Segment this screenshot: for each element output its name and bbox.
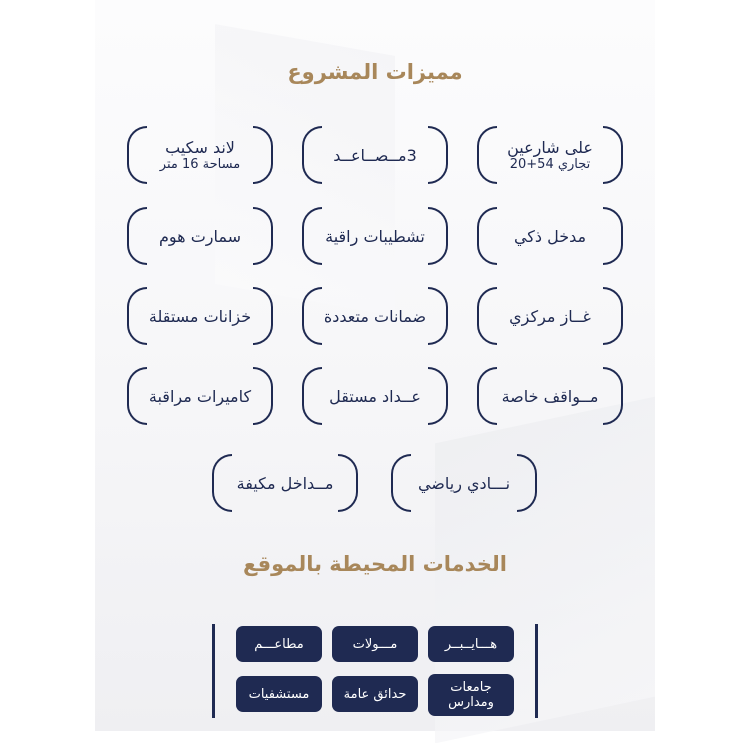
feature-label: غــاز مركزي [509,306,591,326]
bracket-left-icon [127,207,147,265]
bracket-left-icon [212,454,232,512]
bracket-right-icon [428,367,448,425]
bracket-right-icon [603,207,623,265]
bracket-left-icon [477,287,497,345]
bracket-left-icon [302,287,322,345]
bracket-left-icon [302,126,322,184]
bracket-right-icon [253,126,273,184]
bracket-right-icon [253,207,273,265]
feature-item [127,367,273,425]
bracket-left-icon [477,207,497,265]
feature-label: مــداخل مكيفة [236,473,334,493]
feature-label: كاميرات مراقبة [148,386,252,406]
feature-item [302,126,448,184]
bracket-right-icon [603,287,623,345]
service-tag: حدائق عامة [332,676,418,712]
bracket-right-icon [428,287,448,345]
feature-item [477,126,623,184]
bracket-right-icon [517,454,537,512]
feature-label: عــداد مستقل [329,386,421,406]
bracket-left-icon [477,126,497,184]
feature-item [302,367,448,425]
service-tag: جامعات ومدارس [428,674,514,716]
feature-item [127,126,273,184]
feature-label: لاند سكيب [165,138,235,157]
service-tag: مـــولات [332,626,418,662]
feature-label: نـــادي رياضي [417,473,511,493]
bracket-left-icon [302,207,322,265]
bracket-left-icon [127,367,147,425]
service-tag: هـــايــبــر [428,626,514,662]
services-panel [212,624,538,718]
feature-item [127,287,273,345]
feature-label: 3مــصــاعــد [333,145,417,165]
feature-label: تشطيبات راقية [325,226,425,246]
bracket-left-icon [127,287,147,345]
service-tag: مستشفيات [236,676,322,712]
feature-item [477,287,623,345]
bracket-left-icon [391,454,411,512]
feature-label: ضمانات متعددة [323,306,427,326]
feature-item [302,287,448,345]
bracket-right-icon [428,207,448,265]
bracket-left-icon [302,367,322,425]
feature-item [477,367,623,425]
feature-label: مــواقف خاصة [501,386,599,406]
feature-item [302,207,448,265]
bracket-left-icon [127,126,147,184]
feature-item [477,207,623,265]
feature-item [212,454,358,512]
services-title: الخدمات المحيطة بالموقع [242,552,508,576]
feature-item [127,207,273,265]
feature-item [391,454,537,512]
feature-label: مدخل ذكي [513,226,587,246]
bracket-right-icon [338,454,358,512]
bracket-right-icon [428,126,448,184]
divider [535,624,538,718]
service-tag: مطاعـــم [236,626,322,662]
divider [212,624,215,718]
bracket-right-icon [603,367,623,425]
brochure-card [95,0,655,731]
features-title: مميزات المشروع [287,60,463,84]
bracket-right-icon [253,367,273,425]
bracket-right-icon [603,126,623,184]
feature-label: على شارعين [507,138,593,157]
bracket-right-icon [253,287,273,345]
feature-sublabel: مساحة 16 متر [159,157,241,172]
feature-label: سمارت هوم [159,226,242,246]
bracket-left-icon [477,367,497,425]
feature-label: خزانات مستقلة [148,306,252,326]
feature-sublabel: تجاري 54+20 [509,157,591,172]
